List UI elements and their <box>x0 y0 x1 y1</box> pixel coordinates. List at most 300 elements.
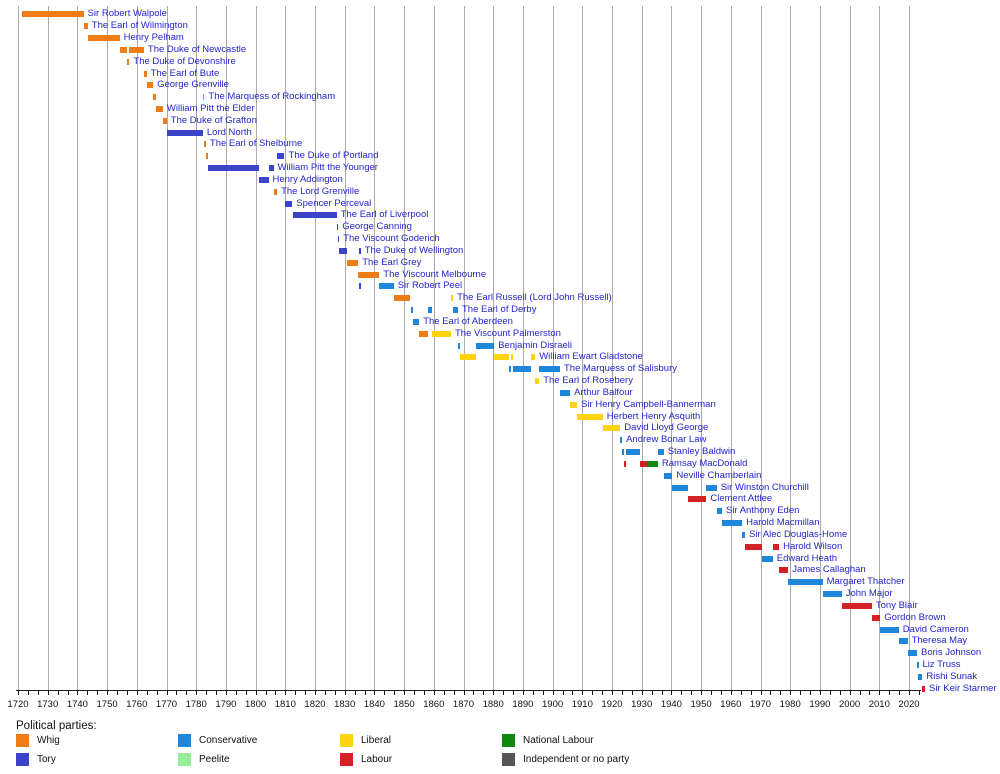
pm-label[interactable]: The Earl of Rosebery <box>543 375 633 386</box>
gridline-1800 <box>256 6 257 691</box>
axis-tick <box>860 691 861 695</box>
term-bar[interactable] <box>338 236 340 242</box>
pm-label[interactable]: The Viscount Goderich <box>343 233 440 245</box>
term-bar[interactable] <box>788 579 822 585</box>
pm-label[interactable]: Theresa May <box>911 635 968 647</box>
axis-tick <box>513 691 514 695</box>
axis-tick <box>840 691 841 695</box>
term-bar[interactable] <box>706 485 716 491</box>
axis-tick <box>483 691 484 695</box>
legend-swatch <box>340 734 353 747</box>
pm-label[interactable]: The Duke of Wellington <box>364 244 464 256</box>
term-bar[interactable] <box>899 638 908 644</box>
axis-tick <box>107 691 108 695</box>
term-bar[interactable] <box>880 627 898 633</box>
legend-item-liberal <box>340 734 391 747</box>
term-bar[interactable] <box>539 366 560 372</box>
axis-tick <box>285 691 286 695</box>
gridline-1990 <box>820 6 821 691</box>
axis-tick <box>137 691 138 695</box>
axis-tick <box>770 691 771 695</box>
pm-label[interactable]: Ramsay MacDonald <box>661 457 748 469</box>
axis-tick <box>899 691 900 695</box>
axis-tick <box>305 691 306 695</box>
axis-tick <box>563 691 564 695</box>
axis-tick <box>691 691 692 695</box>
term-bar[interactable] <box>394 295 411 301</box>
axis-tick-label: 1860 <box>423 699 445 710</box>
gridline-1860 <box>434 6 435 691</box>
pm-label[interactable]: The Duke of Grafton <box>170 114 257 126</box>
pm-label[interactable]: The Duke of Devonshire <box>133 55 236 67</box>
term-bar[interactable] <box>167 130 203 136</box>
axis-tick-label: 1840 <box>363 699 385 710</box>
axis-tick <box>28 691 29 695</box>
axis-tick <box>493 691 494 695</box>
pm-label[interactable]: The Duke of Newcastle <box>147 43 247 55</box>
term-bar[interactable] <box>337 224 339 230</box>
term-bar[interactable] <box>762 556 773 562</box>
pm-label[interactable]: William Ewart Gladstone <box>539 351 643 363</box>
legend-item-independent-or-no-party <box>502 753 629 766</box>
axis-tick-label: 1880 <box>482 699 504 710</box>
axis-tick <box>652 691 653 695</box>
pm-label[interactable]: Edward Heath <box>776 552 837 564</box>
axis-tick <box>325 691 326 695</box>
legend-swatch <box>178 734 191 747</box>
term-bar[interactable] <box>22 11 84 17</box>
term-bar[interactable] <box>908 650 917 656</box>
axis-tick-label: 1850 <box>393 699 415 710</box>
pm-label[interactable]: Henry Pelham <box>123 32 184 43</box>
pm-label[interactable]: Clement Attlee <box>710 493 773 505</box>
axis-tick <box>741 691 742 695</box>
axis-tick <box>246 691 247 695</box>
axis-tick <box>127 691 128 695</box>
legend-swatch <box>340 753 353 766</box>
term-bar[interactable] <box>411 307 413 313</box>
axis-tick <box>147 691 148 695</box>
term-bar[interactable] <box>156 106 163 112</box>
term-bar[interactable] <box>918 674 923 680</box>
legend-item-peelite <box>178 753 230 766</box>
gridline-1920 <box>612 6 613 691</box>
gridline-1830 <box>345 6 346 691</box>
term-bar[interactable] <box>84 23 88 29</box>
legend-label: National Labour <box>523 735 594 746</box>
term-bar[interactable] <box>203 94 205 100</box>
pm-label[interactable]: The Earl of Shelburne <box>209 138 303 150</box>
legend-label: Whig <box>37 735 60 746</box>
pm-label[interactable]: George Grenville <box>157 79 229 91</box>
term-bar[interactable] <box>206 153 208 159</box>
term-bar[interactable] <box>428 307 432 313</box>
axis-tick-label: 1770 <box>155 699 178 710</box>
term-bar[interactable] <box>274 189 277 195</box>
axis-tick-label: 1740 <box>66 699 88 710</box>
axis-tick <box>622 691 623 695</box>
axis-tick <box>48 691 49 695</box>
axis-tick <box>572 691 573 695</box>
axis-tick <box>711 691 712 695</box>
term-bar[interactable] <box>513 366 531 372</box>
axis-tick-label: 1890 <box>512 699 534 710</box>
term-bar[interactable] <box>745 544 762 550</box>
gridline-1810 <box>285 6 286 691</box>
term-bar[interactable] <box>570 402 577 408</box>
term-bar[interactable] <box>285 201 293 207</box>
pm-label[interactable]: James Callaghan <box>792 564 866 576</box>
term-bar[interactable] <box>917 662 919 668</box>
pm-label[interactable]: Sir Keir Starmer <box>929 682 997 694</box>
pm-label[interactable]: Lord North <box>206 126 252 138</box>
axis-tick <box>176 691 177 695</box>
term-bar[interactable] <box>603 425 621 431</box>
axis-tick <box>374 691 375 695</box>
term-bar[interactable] <box>347 260 358 266</box>
term-bar[interactable] <box>717 508 722 514</box>
term-bar[interactable] <box>647 461 658 467</box>
pm-label[interactable]: Harold Macmillan <box>746 517 820 528</box>
axis-tick-label: 1900 <box>542 699 564 710</box>
axis-tick-label: 1750 <box>96 699 118 710</box>
term-bar[interactable] <box>144 71 147 77</box>
axis-tick <box>879 691 880 695</box>
axis-tick <box>266 691 267 695</box>
term-bar[interactable] <box>722 520 742 526</box>
axis-tick-label: 1830 <box>334 699 356 710</box>
axis-tick <box>424 691 425 695</box>
pm-label[interactable]: The Lord Grenville <box>281 185 360 197</box>
pm-label[interactable]: Gordon Brown <box>884 611 946 623</box>
axis-tick <box>582 691 583 695</box>
pm-label[interactable]: The Earl Grey <box>362 256 422 268</box>
term-bar[interactable] <box>773 544 779 550</box>
axis-tick <box>226 691 227 695</box>
axis-tick <box>236 691 237 695</box>
axis-tick <box>612 691 613 695</box>
legend-swatch <box>502 734 515 747</box>
term-bar[interactable] <box>163 118 167 124</box>
axis-tick-label: 1720 <box>7 699 29 710</box>
axis-tick-label: 1980 <box>779 699 801 710</box>
pm-label[interactable]: The Earl of Bute <box>150 67 220 79</box>
axis-tick-label: 1990 <box>809 699 831 710</box>
pm-label[interactable]: David Lloyd George <box>624 422 709 434</box>
axis-tick <box>790 691 791 695</box>
pm-label[interactable]: Andrew Bonar Law <box>626 434 707 446</box>
axis-tick <box>256 691 257 695</box>
legend-item-tory <box>16 753 56 766</box>
term-bar[interactable] <box>560 390 570 396</box>
axis-tick <box>97 691 98 695</box>
pm-label[interactable]: George Canning <box>342 221 412 233</box>
term-bar[interactable] <box>339 248 348 254</box>
term-bar[interactable] <box>432 331 451 337</box>
term-bar[interactable] <box>658 449 664 455</box>
pm-label[interactable]: William Pitt the Younger <box>277 162 378 174</box>
term-bar[interactable] <box>872 615 881 621</box>
legend-swatch <box>502 753 515 766</box>
gridline-1850 <box>404 6 405 691</box>
axis-tick <box>761 691 762 695</box>
pm-label[interactable]: The Marquess of Salisbury <box>564 363 677 375</box>
term-bar[interactable] <box>535 378 539 384</box>
gridline-1970 <box>761 6 762 691</box>
axis-tick <box>850 691 851 695</box>
term-bar[interactable] <box>453 307 458 313</box>
term-bar[interactable] <box>688 496 707 502</box>
gridline-1840 <box>374 6 375 691</box>
pm-label[interactable]: The Earl Russell (Lord John Russell) <box>457 292 612 304</box>
pm-label[interactable]: The Earl of Liverpool <box>340 209 429 221</box>
axis-tick <box>38 691 39 695</box>
axis-tick <box>335 691 336 695</box>
legend-item-national-labour <box>502 734 594 747</box>
pm-label[interactable]: The Viscount Palmerston <box>455 327 561 339</box>
legend-label: Independent or no party <box>523 754 630 765</box>
term-bar[interactable] <box>476 343 494 349</box>
pm-label[interactable]: Harold Wilson <box>783 540 843 552</box>
axis-tick <box>503 691 504 695</box>
axis-tick <box>632 691 633 695</box>
axis-tick <box>434 691 435 695</box>
legend-swatch <box>178 753 191 766</box>
term-bar[interactable] <box>293 212 337 218</box>
axis-tick <box>662 691 663 695</box>
axis-tick <box>830 691 831 695</box>
gridline-1720 <box>18 6 19 691</box>
term-bar[interactable] <box>204 141 206 147</box>
legend <box>16 720 630 765</box>
legend-label: Conservative <box>199 735 258 746</box>
axis-tick-label: 2010 <box>868 699 890 710</box>
axis-tick-label: 1960 <box>720 699 742 710</box>
term-bar[interactable] <box>494 354 509 360</box>
pm-label[interactable]: Sir Henry Campbell-Bannerman <box>581 398 716 410</box>
pm-label[interactable]: Stanley Baldwin <box>667 446 736 457</box>
pm-label[interactable]: Rishi Sunak <box>926 670 978 682</box>
term-bar[interactable] <box>147 82 154 88</box>
axis-tick-label: 1920 <box>601 699 623 710</box>
axis-tick <box>602 691 603 695</box>
legend-label: Peelite <box>199 754 230 765</box>
legend-label: Tory <box>37 754 56 765</box>
term-bar[interactable] <box>531 354 536 360</box>
axis-tick-label: 1820 <box>304 699 326 710</box>
axis-tick-label: 1950 <box>690 699 712 710</box>
axis-tick <box>820 691 821 695</box>
term-bar[interactable] <box>359 248 361 254</box>
term-bar[interactable] <box>120 47 128 53</box>
term-bar[interactable] <box>664 473 673 479</box>
pm-label[interactable]: Arthur Balfour <box>574 386 633 398</box>
pm-label[interactable]: The Earl of Wilmington <box>91 20 188 32</box>
axis-tick <box>58 691 59 695</box>
axis-tick <box>751 691 752 695</box>
term-bar[interactable] <box>208 165 259 171</box>
term-bar[interactable] <box>379 283 393 289</box>
axis-tick <box>553 691 554 695</box>
pm-label[interactable]: Boris Johnson <box>921 647 982 659</box>
axis-tick <box>77 691 78 695</box>
axis-tick-label: 1730 <box>37 699 59 710</box>
axis-tick <box>87 691 88 695</box>
term-bar[interactable] <box>127 59 129 65</box>
term-bar[interactable] <box>451 295 453 301</box>
pm-label[interactable]: Neville Chamberlain <box>676 469 762 481</box>
axis-tick <box>731 691 732 695</box>
axis-tick <box>365 691 366 695</box>
axis-tick <box>671 691 672 695</box>
axis-tick <box>701 691 702 695</box>
axis-tick <box>523 691 524 695</box>
legend-item-conservative <box>178 734 257 747</box>
term-bar[interactable] <box>624 461 626 467</box>
axis-tick-label: 1870 <box>452 699 475 710</box>
pm-label[interactable]: The Duke of Portland <box>288 150 379 162</box>
gridline-1980 <box>790 6 791 691</box>
legend-item-labour <box>340 753 392 766</box>
axis-tick <box>206 691 207 695</box>
gridline-1750 <box>107 6 108 691</box>
legend-title: Political parties: <box>16 720 97 732</box>
term-bar[interactable] <box>511 354 513 360</box>
axis-tick-label: 2020 <box>898 699 920 710</box>
term-bar[interactable] <box>413 319 419 325</box>
axis-tick <box>780 691 781 695</box>
gridline-1960 <box>731 6 732 691</box>
axis-tick <box>295 691 296 695</box>
legend-item-whig <box>16 734 60 747</box>
term-bar[interactable] <box>823 591 842 597</box>
term-bar[interactable] <box>458 343 460 349</box>
gridline-2020 <box>909 6 910 691</box>
term-bar[interactable] <box>153 94 156 100</box>
axis-tick <box>592 691 593 695</box>
pm-label[interactable]: Liz Truss <box>922 658 961 670</box>
term-bar[interactable] <box>88 35 120 41</box>
axis-tick <box>117 691 118 695</box>
axis-tick <box>810 691 811 695</box>
axis-tick <box>157 691 158 695</box>
axis-tick <box>533 691 534 695</box>
term-bar[interactable] <box>640 461 647 467</box>
axis-tick <box>345 691 346 695</box>
term-bar[interactable] <box>259 177 268 183</box>
pm-label[interactable]: William Pitt the Elder <box>166 102 255 114</box>
term-bar[interactable] <box>842 603 872 609</box>
term-bar[interactable] <box>622 449 624 455</box>
term-bar[interactable] <box>129 47 144 53</box>
axis-tick-label: 1790 <box>215 699 237 710</box>
pm-label[interactable]: The Marquess of Rockingham <box>208 91 336 103</box>
pm-label[interactable]: Sir Alec Douglas-Home <box>749 528 848 540</box>
axis-tick <box>275 691 276 695</box>
axis-tick <box>384 691 385 695</box>
pm-label[interactable]: The Earl of Aberdeen <box>423 315 513 327</box>
axis-tick-label: 1760 <box>126 699 148 710</box>
term-bar[interactable] <box>742 532 745 538</box>
axis-tick <box>18 691 19 695</box>
pm-label[interactable]: The Earl of Derby <box>462 304 537 316</box>
axis-tick <box>315 691 316 695</box>
pm-label[interactable]: John Major <box>845 588 893 599</box>
axis-tick <box>543 691 544 695</box>
axis-tick <box>68 691 69 695</box>
term-bar[interactable] <box>460 354 476 360</box>
gridline-1910 <box>582 6 583 691</box>
axis-tick-label: 1800 <box>245 699 267 710</box>
axis-tick-label: 1940 <box>660 699 682 710</box>
term-bar[interactable] <box>359 283 361 289</box>
axis-tick <box>800 691 801 695</box>
axis-tick <box>681 691 682 695</box>
axis-line <box>16 690 921 691</box>
term-bar[interactable] <box>419 331 428 337</box>
term-bar[interactable] <box>269 165 274 171</box>
term-bar[interactable] <box>620 437 622 443</box>
axis-tick <box>889 691 890 695</box>
pm-label[interactable]: Spencer Perceval <box>296 197 372 209</box>
axis-tick-label: 1780 <box>185 699 207 710</box>
axis-tick <box>355 691 356 695</box>
gridline-1760 <box>137 6 138 691</box>
pm-label[interactable]: Sir Robert Peel <box>397 280 463 292</box>
axis-tick <box>196 691 197 695</box>
pm-label[interactable]: Sir Anthony Eden <box>726 505 800 517</box>
legend-label: Liberal <box>361 735 392 746</box>
gridline-1950 <box>701 6 702 691</box>
gridline-1940 <box>671 6 672 691</box>
gridline-1730 <box>48 6 49 691</box>
axis-tick <box>642 691 643 695</box>
term-bar[interactable] <box>277 153 284 159</box>
axis-tick <box>394 691 395 695</box>
term-bar[interactable] <box>577 414 603 420</box>
axis-tick <box>919 691 920 695</box>
term-bar[interactable] <box>626 449 640 455</box>
axis-tick <box>464 691 465 695</box>
axis-tick-label: 2000 <box>839 699 861 710</box>
axis-tick <box>167 691 168 695</box>
axis-tick-label: 1910 <box>571 699 593 710</box>
pm-label[interactable]: Tony Blair <box>875 599 918 611</box>
pm-label[interactable]: Herbert Henry Asquith <box>606 410 701 422</box>
pm-label[interactable]: Sir Winston Churchill <box>720 481 809 493</box>
pm-label[interactable]: Margaret Thatcher <box>826 576 905 588</box>
term-bar[interactable] <box>779 567 788 573</box>
pm-label[interactable]: Benjamin Disraeli <box>498 339 573 351</box>
axis-tick-label: 1930 <box>631 699 653 710</box>
gridline-1880 <box>493 6 494 691</box>
pm-label[interactable]: Sir Robert Walpole <box>87 8 167 20</box>
axis-tick <box>909 691 910 695</box>
axis-tick <box>473 691 474 695</box>
term-bar[interactable] <box>672 485 687 491</box>
axis-tick <box>216 691 217 695</box>
pm-label[interactable]: The Viscount Melbourne <box>383 268 487 280</box>
axis-tick <box>444 691 445 695</box>
term-bar[interactable] <box>509 366 511 372</box>
pm-label[interactable]: Henry Addington <box>272 173 343 185</box>
gridline-1820 <box>315 6 316 691</box>
axis-tick <box>186 691 187 695</box>
pm-label[interactable]: David Cameron <box>902 623 969 635</box>
term-bar[interactable] <box>360 272 379 278</box>
axis-tick <box>454 691 455 695</box>
term-bar[interactable] <box>922 686 925 692</box>
